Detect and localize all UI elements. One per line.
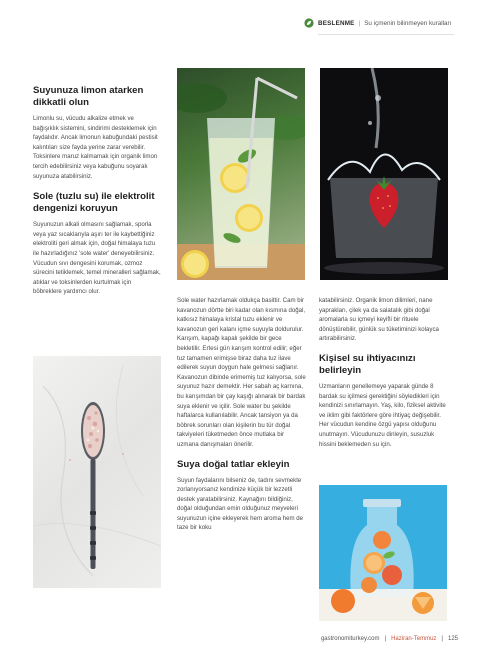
heading-flavors: Suya doğal tatlar ekleyin bbox=[177, 458, 290, 470]
heading-sole: Sole (tuzlu su) ile elektrolit dengenizi koruyun bbox=[33, 191, 155, 215]
column-3 bbox=[319, 296, 449, 449]
paragraph-organic: katabilirsiniz. Organik limon dilimleri, nane yaprakları, çilek ya da salatalık gibi doğal aromalarla su içmeyi keyifli bir rituele dönüştürebilir, günlük su tüketiminizi kolayca artırabilirsiniz. bbox=[319, 297, 439, 343]
lemon-water-photo bbox=[177, 68, 305, 280]
column-1 bbox=[33, 85, 161, 297]
page-header bbox=[304, 16, 451, 30]
heading-lemon: Suyunuza limon atarken dikkatli olun bbox=[33, 85, 144, 108]
fruit-water-carafe-photo bbox=[319, 485, 447, 621]
salt-spoon-photo bbox=[33, 356, 161, 588]
paragraph-sole: Suyunuzun alkali olmasını sağlamak, sporla veya yaz sıcaklarıyla aşırı ter ile kaybettiğiniz elektroliti geri almak için, doğal himalaya tuzu ile hazırladığınız 'sole water' deneyebilirsiniz. Vücudun sıvı dengesini korumak, ozmoz sürecini tetiklemek, temel mineralleri sağlamak, atıklar ve toksinlerden kurtulmak için böbreklere yardımcı olur. bbox=[33, 221, 161, 296]
paragraph-needs: Uzmanların genellemeye yaparak günde 8 bardak su içilmesi gerektiğini söyledikleri için kendinizi sınırlamayın. Yaş, kilo, fiziksel aktivite ve iklim gibi faktörlere göre ihtiyaç değişebilir. Her vücudun kendine özgü yapısı olduğunu unutmayın. Vücudunuzu dinleyin, susuzluk hissini beklemeden su için. bbox=[319, 382, 446, 448]
footer-separator: | bbox=[441, 636, 443, 642]
header-separator: | bbox=[358, 19, 361, 27]
page-footer bbox=[321, 636, 458, 642]
leaf-icon bbox=[304, 18, 314, 28]
page-number: 125 bbox=[447, 636, 458, 642]
strawberry-splash-photo bbox=[320, 68, 448, 280]
article-title: Su içmenin bilinmeyen kuralları bbox=[364, 19, 452, 27]
heading-needs: Kişisel su ihtiyacınızı belirleyin bbox=[319, 352, 416, 376]
section-name: BESLENME bbox=[318, 19, 355, 27]
footer-site: gastronomiturkey.com bbox=[320, 636, 380, 642]
paragraph-sole-recipe: Sole water hazırlamak oldukça basittir. Cam bir kavanozun dörtte biri kadar olan kısmına doğal, katkısız himalaya kristal tuzu eklenir ve kavanozun geri kalanı içme suyuyla doldurulur. Karışım, kapağı kapalı şekilde bir gece bekletilir. Ertesi gün karışım kontrol edilir; eğer tuz tamamen erimişse biraz daha tuz ilave edilerek suyun doygun hale gelmesi sağlanır. Kavanozun dibinde erimemiş tuz kalıyorsa, sole suyunuz hazır demektir. Her sabah aç karnına, bu karışımdan bir çay kaşığı alınarak bir bardak suya eklenir ve içilir. Sole water bu şekilde haftalarca kullanılabilir. Ancak tansiyon ya da böbrek sorunları olan kişilerin bu tür doğal takviyeleri tüketmeden önce mutlaka bir uzmana danışmaları önerilir. bbox=[177, 297, 306, 448]
column-2 bbox=[177, 296, 307, 533]
footer-separator: | bbox=[384, 636, 387, 642]
footer-issue: Haziran-Temmuz bbox=[391, 636, 437, 642]
paragraph-lemon: Limonlu su, vücudu alkalize etmek ve bağışıklık sistemini, sindirimi desteklemek için faydalıdır. Ancak limonun kabuğundaki pestisit kalıntıları size fayda yerine zarar verebilir. Toksinlere maruz kalmamak için organik limon tercih edebilirsiniz veya kabuğunu soyarak suyunuza atabilirsiniz. bbox=[33, 115, 158, 180]
paragraph-flavors: Suyun faydalarını bilseniz de, tadını sevmekte zorlanıyorsanız kendinize küçük bir lezzetli destek yaratabilirsiniz. Kaynağını bildiğiniz, doğal olduğundan emin olduğunuz meyveleri suyunuzun içine ekleyerek hem aroma hem de taze bir koku bbox=[177, 476, 304, 532]
header-rule bbox=[318, 34, 454, 35]
